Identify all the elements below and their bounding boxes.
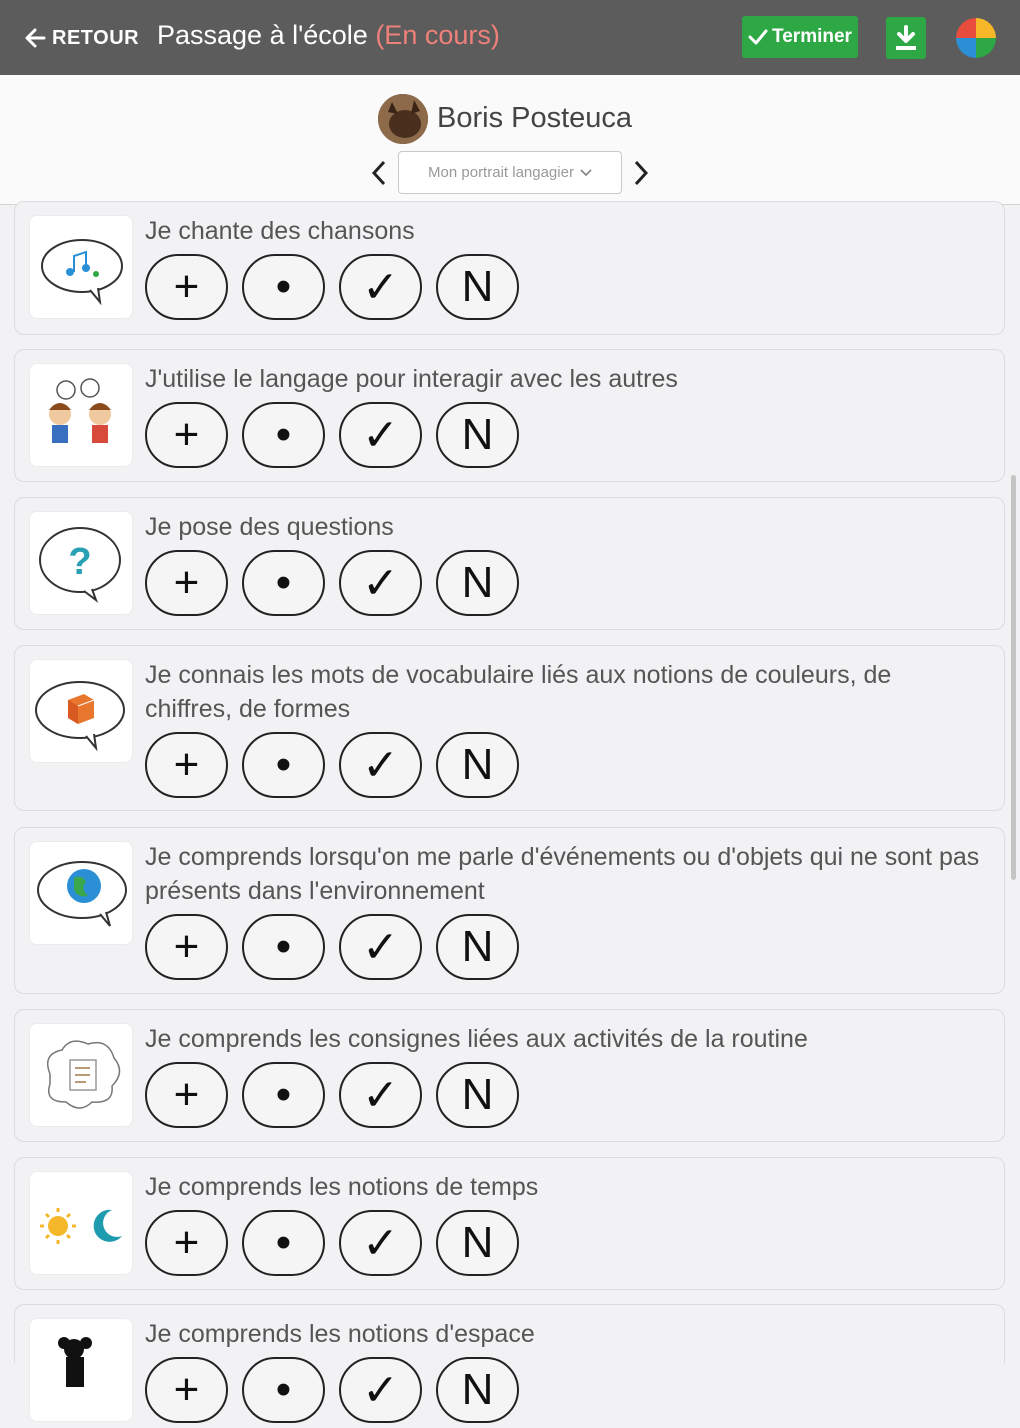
- skill-text: Je pose des questions: [145, 513, 394, 541]
- routine-thought-icon: [29, 1023, 133, 1127]
- eval-plus-button[interactable]: +: [145, 402, 228, 468]
- sun-moon-icon: [29, 1171, 133, 1275]
- skill-card: [14, 497, 1005, 630]
- eval-plus-button[interactable]: +: [145, 1210, 228, 1276]
- evaluation-buttons: [145, 550, 519, 616]
- status-label: (En cours): [375, 20, 500, 50]
- skill-text: Je comprends les consignes liées aux activités de la routine: [145, 1025, 808, 1053]
- skill-card: [14, 349, 1005, 482]
- question-bubble-icon: [29, 511, 133, 615]
- children-talking-icon: [29, 363, 133, 467]
- eval-n-button[interactable]: N: [436, 550, 519, 616]
- eval-check-button[interactable]: ✓: [339, 914, 422, 980]
- download-icon: [893, 24, 919, 52]
- eval-dot-button[interactable]: •: [242, 732, 325, 798]
- eval-dot-button[interactable]: •: [242, 914, 325, 980]
- eval-n-button[interactable]: N: [436, 1210, 519, 1276]
- skill-card: [14, 645, 1005, 811]
- evaluation-buttons: [145, 1210, 519, 1276]
- arrow-left-icon: [24, 27, 46, 49]
- skill-card: [14, 827, 1005, 994]
- skill-text: J'utilise le langage pour interagir avec les autres: [145, 365, 678, 393]
- skill-text: Je comprends lorsqu'on me parle d'événements ou d'objets qui ne sont pas présents dans l'environnement: [145, 843, 980, 905]
- evaluation-buttons: [145, 254, 519, 320]
- check-icon: [748, 28, 768, 46]
- section-select-value: Mon portrait langagier: [428, 164, 574, 181]
- eval-n-button[interactable]: N: [436, 1062, 519, 1128]
- skill-text: Je comprends les notions d'espace: [145, 1320, 535, 1348]
- skill-text: Je connais les mots de vocabulaire liés aux notions de couleurs, de chiffres, de formes: [145, 661, 892, 723]
- skill-card: [14, 1009, 1005, 1142]
- top-bar: [0, 0, 1020, 75]
- back-button[interactable]: [24, 24, 139, 52]
- eval-dot-button[interactable]: •: [242, 254, 325, 320]
- skill-card: [14, 1157, 1005, 1290]
- cube-bubble-icon: [29, 659, 133, 763]
- eval-dot-button[interactable]: •: [242, 550, 325, 616]
- eval-check-button[interactable]: ✓: [339, 402, 422, 468]
- eval-plus-button[interactable]: +: [145, 1357, 228, 1423]
- section-select[interactable]: [398, 151, 622, 194]
- previous-section-button[interactable]: [368, 158, 390, 188]
- eval-check-button[interactable]: ✓: [339, 1357, 422, 1423]
- music-notes-bubble-icon: [29, 215, 133, 319]
- finish-button[interactable]: [742, 16, 858, 58]
- eval-plus-button[interactable]: +: [145, 550, 228, 616]
- eval-dot-button[interactable]: •: [242, 402, 325, 468]
- eval-dot-button[interactable]: •: [242, 1062, 325, 1128]
- eval-check-button[interactable]: ✓: [339, 550, 422, 616]
- back-label: RETOUR: [52, 26, 140, 49]
- skill-text: Je chante des chansons: [145, 217, 415, 245]
- eval-check-button[interactable]: ✓: [339, 732, 422, 798]
- next-section-button[interactable]: [630, 158, 652, 188]
- eval-n-button[interactable]: N: [436, 254, 519, 320]
- evaluation-buttons: [145, 1062, 519, 1128]
- evaluation-buttons: [145, 1357, 519, 1423]
- eval-dot-button[interactable]: •: [242, 1357, 325, 1423]
- eval-n-button[interactable]: N: [436, 914, 519, 980]
- skill-text: Je comprends les notions de temps: [145, 1173, 539, 1201]
- eval-n-button[interactable]: N: [436, 732, 519, 798]
- student-name: Boris Posteuca: [437, 102, 633, 134]
- scrollbar-thumb[interactable]: [1011, 475, 1016, 880]
- eval-plus-button[interactable]: +: [145, 254, 228, 320]
- eval-n-button[interactable]: N: [436, 1357, 519, 1423]
- eval-n-button[interactable]: N: [436, 402, 519, 468]
- avatar: [378, 94, 428, 144]
- skill-card: [14, 1304, 1005, 1415]
- evaluation-buttons: [145, 402, 519, 468]
- chevron-left-icon: [372, 160, 386, 186]
- eval-check-button[interactable]: ✓: [339, 1210, 422, 1276]
- space-character-icon: [29, 1318, 133, 1422]
- eval-check-button[interactable]: ✓: [339, 1062, 422, 1128]
- svg-text:?: ?: [68, 541, 92, 583]
- evaluation-buttons: [145, 914, 519, 980]
- eval-plus-button[interactable]: +: [145, 732, 228, 798]
- eval-dot-button[interactable]: •: [242, 1210, 325, 1276]
- skill-card: [14, 201, 1005, 335]
- page-title-text: Passage à l'école: [157, 20, 368, 50]
- app-logo-icon[interactable]: [954, 16, 998, 60]
- chevron-right-icon: [634, 160, 648, 186]
- evaluation-buttons: [145, 732, 519, 798]
- eval-check-button[interactable]: ✓: [339, 254, 422, 320]
- eval-plus-button[interactable]: +: [145, 1062, 228, 1128]
- globe-bubble-icon: [29, 841, 133, 945]
- eval-plus-button[interactable]: +: [145, 914, 228, 980]
- finish-label: Terminer: [772, 26, 852, 47]
- page-title: [157, 20, 500, 51]
- download-button[interactable]: [886, 17, 926, 59]
- chevron-down-icon: [580, 169, 592, 177]
